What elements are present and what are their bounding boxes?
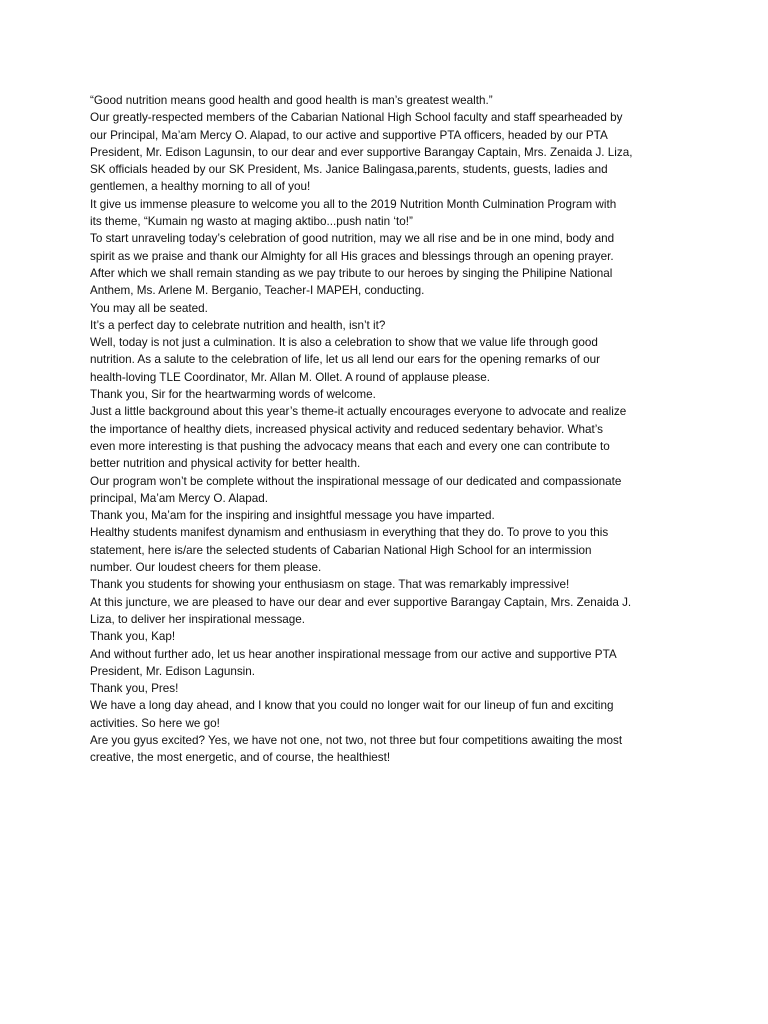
text-line: Our greatly-respected members of the Cabarian National High School faculty and staff spearheaded by: [90, 111, 623, 125]
text-line: even more interesting is that pushing the advocacy means that each and every one can contribute to: [90, 439, 610, 453]
text-line: nutrition. As a salute to the celebration of life, let us all lend our ears for the opening remarks of our: [90, 353, 600, 367]
text-line: Thank you, Pres!: [90, 682, 179, 696]
text-line: its theme, “Kumain ng wasto at maging aktibo...push natin ‘to!”: [90, 215, 413, 229]
text-line: Just a little background about this year’s theme-it actually encourages everyone to advocate and realize: [90, 405, 627, 419]
text-line: “Good nutrition means good health and good health is man’s greatest wealth.”: [90, 94, 493, 107]
text-line: Thank you, Kap!: [90, 630, 176, 644]
text-line: our Principal, Ma’am Mercy O. Alapad, to our active and supportive PTA officers, headed by our PTA: [90, 128, 608, 142]
text-line: activities. So here we go!: [90, 716, 220, 730]
text-line: To start unraveling today’s celebration of good nutrition, may we all rise and be in one mind, body and: [90, 232, 615, 246]
document-body: [90, 92, 680, 767]
text-line: gentlemen, a healthy morning to all of you!: [90, 180, 311, 194]
text-line: Liza, to deliver her inspirational message.: [90, 612, 306, 626]
text-line: And without further ado, let us hear another inspirational message from our active and supportive PTA: [90, 647, 617, 661]
text-line: We have a long day ahead, and I know that you could no longer wait for our lineup of fun and exciting: [90, 699, 614, 713]
text-line: At this juncture, we are pleased to have our dear and ever supportive Barangay Captain, Mrs. Zenaida J.: [90, 595, 632, 609]
text-line: President, Mr. Edison Lagunsin, to our dear and ever supportive Barangay Captain, Mrs. Zenaida J. Liza,: [90, 145, 633, 159]
text-line: After which we shall remain standing as we pay tribute to our heroes by singing the Philipine National: [90, 266, 613, 280]
text-line: It give us immense pleasure to welcome you all to the 2019 Nutrition Month Culmination Program with: [90, 197, 617, 211]
text-line: Thank you students for showing your enthusiasm on stage. That was remarkably impressive!: [90, 578, 570, 592]
text-line: creative, the most energetic, and of course, the healthiest!: [90, 751, 391, 765]
text-line: President, Mr. Edison Lagunsin.: [90, 664, 256, 678]
text-line: Anthem, Ms. Arlene M. Berganio, Teacher-I MAPEH, conducting.: [90, 284, 425, 298]
text-line: Thank you, Sir for the heartwarming words of welcome.: [90, 388, 376, 402]
text-line: the importance of healthy diets, increased physical activity and reduced sedentary behavior. What’s: [90, 422, 604, 436]
text-line: spirit as we praise and thank our Almighty for all His graces and blessings through an opening prayer.: [90, 249, 614, 263]
text-line: You may all be seated.: [90, 301, 208, 315]
text-line: number. Our loudest cheers for them please.: [90, 561, 322, 575]
text-line: Well, today is not just a culmination. It is also a celebration to show that we value life through good: [90, 336, 598, 350]
text-line: better nutrition and physical activity for better health.: [90, 457, 361, 471]
text-line: Our program won’t be complete without the inspirational message of our dedicated and compassionate: [90, 474, 622, 488]
text-line: Healthy students manifest dynamism and enthusiasm in everything that they do. To prove to you this: [90, 526, 609, 540]
text-line: health-loving TLE Coordinator, Mr. Allan M. Ollet. A round of applause please.: [90, 370, 490, 384]
text-line: principal, Ma’am Mercy O. Alapad.: [90, 491, 268, 505]
text-line: Thank you, Ma’am for the inspiring and insightful message you have imparted.: [90, 509, 495, 523]
text-line: statement, here is/are the selected students of Cabarian National High School for an intermission: [90, 543, 592, 557]
text-line: Are you gyus excited? Yes, we have not one, not two, not three but four competitions awaiting the most: [90, 733, 623, 747]
text-line: It’s a perfect day to celebrate nutrition and health, isn’t it?: [90, 318, 386, 332]
text-line: SK officials headed by our SK President, Ms. Janice Balingasa,parents, students, guests, ladies and: [90, 163, 608, 177]
